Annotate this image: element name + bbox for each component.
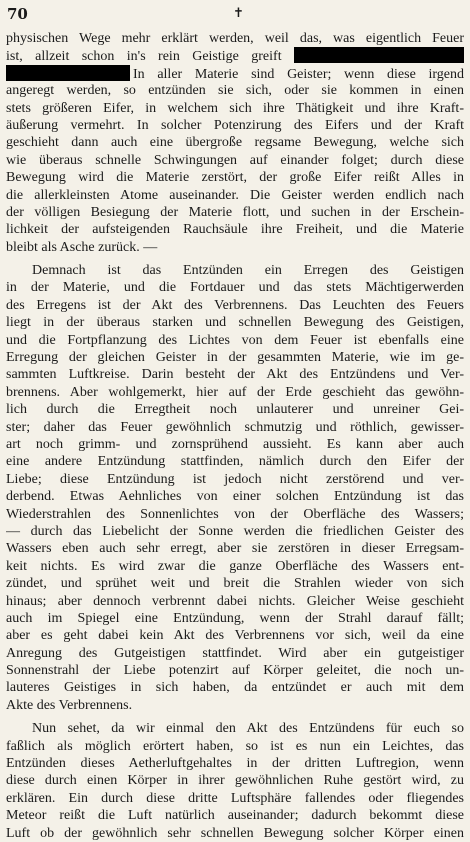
text-line: Wassers eben auch sehr erregt, aber sie zerstören in dieser Erregsam- [6,541,464,557]
cross-ornament-icon: ✝ [233,6,244,21]
text-line: Meteor reißt die Luft natürlich auseinander; dadurch bekommt diese [6,808,464,824]
body-text [6,30,464,842]
text-line: diese durch einen Körper in ihrer gewöhnlichen Ruhe gestört wird, zu [6,773,464,789]
text-line: lich durch die Erregtheit noch unlauterer und unreiner Gei- [6,402,464,418]
text-line: geschieht dann auch eine übergroße regsame Bewegung, welche sich [6,135,464,151]
text-line: Entzünden dieses Aetherluftgehaltes in der dritten Luftregion, wenn [6,756,464,772]
text-line: — durch das Liebelicht der Sonne werden die friedlichen Geister des [6,523,464,539]
text-line: brennens. Aber wohlgemerkt, hier auf der Erde geschieht das gewöhn- [6,384,464,400]
text-line: Wiederstrahlen des Sonnenlichtes von der Oberfläche des Wassers; [6,506,464,522]
text-line: Bewegung wird die Materie zerstört, der große Eifer reißt Alles in [6,170,464,186]
text-line: zündet, und sprühet weit und breit die Strahlen wieder von sich [6,576,464,592]
page-header [6,4,464,30]
text-line: bleibt als Asche zurück. — [6,239,158,255]
text-line: die allerkleinsten Atome auseinander. Die Geister werden endlich nach [6,187,464,203]
text-line: Anregung des Gutgeistigen stattfindet. Wird aber ein gutgeistiger [6,645,464,661]
text-line: Erregung der gleichen Geister in der gesammten Materie, wie im ge- [6,350,464,366]
text-line: stets größeren Eifer, in welchem sich ihre Thätigkeit und ihre Kraft- [6,100,464,116]
text-line: liegt in der überaus starken und schnellen Bewegung des Geistigen, [6,315,464,331]
text-line: angeregt werden, so entzünden sie sich, oder sie kommen in einen [6,83,464,99]
paragraph [6,262,464,714]
text-line: hinaus; aber dennoch verbrennt dabei nichts. Gleicher Weise geschieht [6,593,464,609]
text-line: äußerung vermehrt. In solcher Potenzirung des Eifers und der Kraft [6,117,464,133]
paragraph [6,720,464,842]
page-number: 70 [7,5,28,23]
text-line: der völligen Besiegung der Materie flott, und suchen in der Erschein- [6,204,464,220]
text-line: des Erregens ist der Akt des Verbrennens. Das Leuchten des Feuers [6,297,464,313]
text-line: lichkeit der aufsteigenden Rauchsäule ihre Freiheit, und die Materie [6,222,464,238]
text-line: lauteres Geistiges in sich haben, da entzündet er auch mit dem [6,680,464,696]
text-line: physischen Wege mehr erklärt werden, weil das, was eigentlich Feuer [6,31,464,46]
text-line: und die Fortpflanzung des Lichtes von dem Feuer ist ebenfalls eine [6,332,464,348]
text-line: erklären. Ein durch diese dritte Luftsphäre fallendes oder fliegendes [6,790,464,806]
redaction-bar [6,65,130,81]
text-line: wie überaus schnelle Schwingungen auf einander folget; durch diese [6,152,464,168]
text-line-with-redaction [6,47,464,64]
text-line-with-redaction [6,65,464,82]
text-line: sammten Luftkreise. Darin besteht der Akt des Entzündens und Ver- [6,367,464,383]
text-line: Sonnenstrahl der Liebe potenzirt auf Körper geleitet, die noch un- [6,663,464,679]
text-line: in der Materie, und die Fortdauer und das stets Mächtigerwerden [6,280,464,296]
text-line: keit nichts. Es wird zwar die ganze Oberfläche des Wassers ent- [6,558,464,574]
text-line: Demnach ist das Entzünden ein Erregen des Geistigen [32,263,464,279]
text-line: art noch grimm- und zornsprühend aussieht. Es kann aber auch [6,436,464,452]
text-line: aber es geht dabei kein Akt des Verbrennens vor sich, weil da eine [6,628,464,644]
text-line: auch im Spiegel eine Entzündung, wenn der Strahl darauf fällt; [6,610,464,626]
text-line: Liebe; diese Entzündung ist jedoch nicht zerstörend und ver- [6,471,464,487]
text-line: faßlich als möglich erörtert haben, so ist es nun ein Leichtes, das [6,738,464,754]
text-line: ster; daher das Feuer gewöhnlich schmutzig und röthlich, gewisser- [6,419,464,435]
paragraph [6,30,464,256]
text-segment: In aller Materie sind Geister; wenn diese irgend [133,66,464,82]
redaction-bar [294,47,464,63]
text-line: Akte des Verbrennens. [6,697,133,713]
text-line: Luft ob der gewöhnlich sehr schnellen Bewegung solcher Körper einen [6,825,464,841]
text-line: Nun sehet, da wir einmal den Akt des Entzündens für euch so [32,721,464,737]
text-line: derbend. Etwas Aehnliches von einer solchen Entzündung ist das [6,489,464,505]
text-line: eine andere Entzündung stattfinden, nämlich durch den Eifer der [6,454,464,470]
text-segment: ist, allzeit schon in's rein Geistige greift [6,49,282,65]
